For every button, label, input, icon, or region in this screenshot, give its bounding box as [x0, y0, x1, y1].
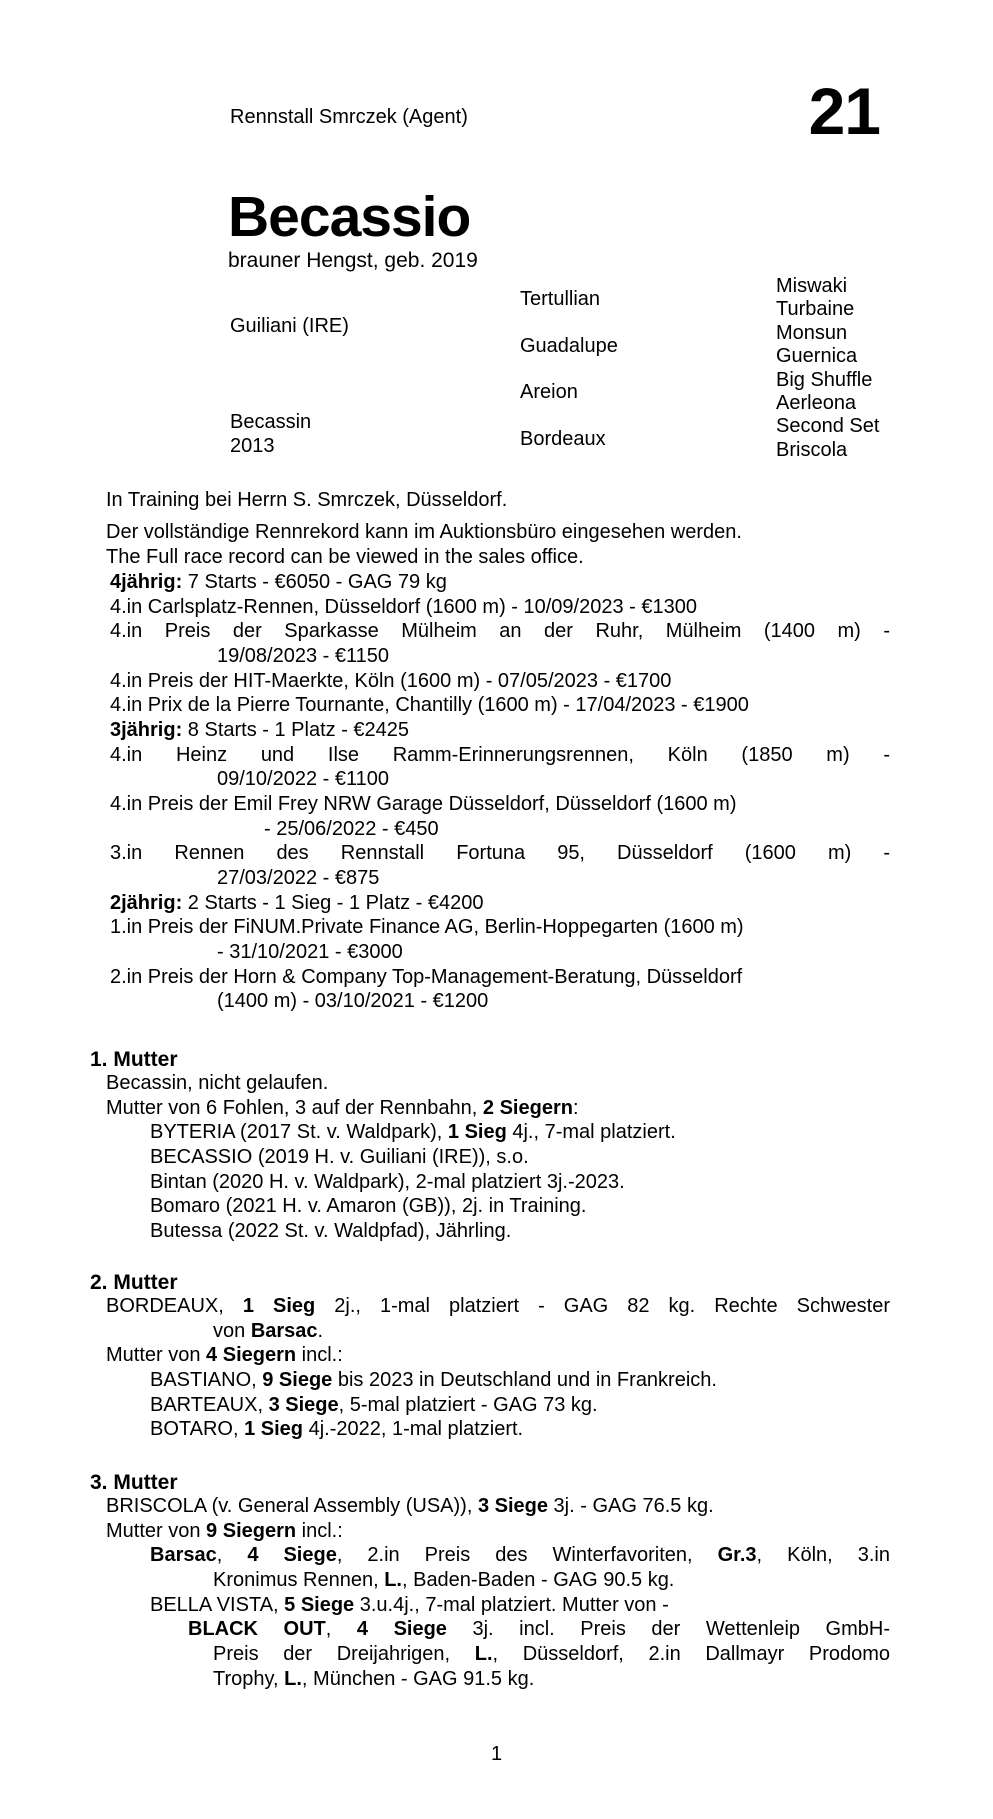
pedigree-gen2-sire-sire: Tertullian	[520, 288, 601, 310]
pedigree-gen3-column	[776, 275, 879, 462]
horse-description: brauner Hengst, geb. 2019	[228, 249, 478, 272]
text-line: 2jährig: 2 Starts - 1 Sieg - 1 Platz - €4200	[110, 891, 484, 914]
pedigree-gen3-entry: Miswaki	[776, 275, 848, 297]
pedigree-gen3-entry: Aerleona	[776, 392, 857, 415]
section-heading-mutter-3: 3. Mutter	[90, 1471, 178, 1494]
text-line: (1400 m) - 03/10/2021 - €1200	[217, 990, 489, 1013]
text-line: 4.in Heinz und Ilse Ramm-Erinnerungsrennen, Köln (1850 m) -	[110, 743, 890, 766]
text-line: 4.in Prix de la Pierre Tournante, Chantilly (1600 m) - 17/04/2023 - €1900	[110, 694, 749, 717]
consignor-name: Rennstall Smrczek (Agent)	[230, 106, 468, 128]
pedigree-gen3-entry: Guernica	[776, 345, 858, 368]
section-mutter-1	[90, 1048, 890, 1244]
text-line: 4.in Preis der Sparkasse Mülheim an der Ruhr, Mülheim (1400 m) -	[110, 620, 890, 643]
mutter-2-lines	[90, 1294, 890, 1442]
text-line: 3jährig: 8 Starts - 1 Platz - €2425	[110, 718, 410, 741]
pedigree-gen2-dam-dam: Bordeaux	[520, 428, 606, 450]
text-line: 09/10/2022 - €1100	[217, 768, 390, 791]
text-line: Mutter von 4 Siegern incl.:	[106, 1344, 343, 1367]
text-line: BRISCOLA (v. General Assembly (USA)), 3 Siege 3j. - GAG 76.5 kg.	[106, 1495, 714, 1517]
training-note: In Training bei Herrn S. Smrczek, Düsseldorf.	[106, 489, 508, 511]
text-line: Becassin, nicht gelaufen.	[106, 1072, 329, 1094]
pedigree-dam-year: 2013	[230, 435, 275, 457]
pedigree-gen2-dam-sire: Areion	[520, 381, 578, 403]
text-line: Mutter von 9 Siegern incl.:	[106, 1519, 343, 1542]
text-line: Butessa (2022 St. v. Waldpfad), Jährling.	[150, 1219, 512, 1242]
text-line: 3.in Rennen des Rennstall Fortuna 95, Düsseldorf (1600 m) -	[110, 842, 890, 865]
text-line: - 25/06/2022 - €450	[264, 817, 439, 840]
text-line: von Barsac.	[213, 1319, 324, 1342]
mutter-1-lines	[90, 1071, 890, 1244]
lot-number: 21	[808, 74, 880, 148]
text-line: - 31/10/2021 - €3000	[217, 940, 403, 963]
text-line: 1.in Preis der FiNUM.Private Finance AG, Berlin-Hoppegarten (1600 m)	[110, 916, 744, 939]
text-line: BORDEAUX, 1 Sieg 2j., 1-mal platziert - GAG 82 kg. Rechte Schwester	[106, 1295, 890, 1317]
text-line: 4jährig: 7 Starts - €6050 - GAG 79 kg	[110, 571, 447, 593]
text-line: Mutter von 6 Fohlen, 3 auf der Rennbahn, 2 Siegern:	[106, 1096, 579, 1119]
section-heading-mutter-2: 2. Mutter	[90, 1271, 178, 1294]
record-notice	[90, 520, 890, 569]
text-line: BECASSIO (2019 H. v. Guiliani (IRE)), s.o.	[150, 1145, 529, 1168]
record-notice-en: The Full race record can be viewed in the sales office.	[106, 545, 584, 568]
text-line: Bomaro (2021 H. v. Amaron (GB)), 2j. in Training.	[150, 1195, 587, 1218]
text-line: BYTERIA (2017 St. v. Waldpark), 1 Sieg 4j., 7-mal platziert.	[150, 1121, 676, 1144]
pedigree-gen3-entry: Monsun	[776, 321, 848, 344]
text-line: 19/08/2023 - €1150	[217, 644, 390, 667]
pedigree-gen3-entry: Turbaine	[776, 298, 855, 321]
text-line: Kronimus Rennen, L., Baden-Baden - GAG 90.5 kg.	[213, 1568, 675, 1591]
text-line: BASTIANO, 9 Siege bis 2023 in Deutschland und in Frankreich.	[150, 1368, 717, 1391]
section-heading-mutter-1: 1. Mutter	[90, 1048, 178, 1071]
mutter-3-lines	[90, 1494, 890, 1691]
text-line: BLACK OUT, 4 Siege 3j. incl. Preis der Wettenleip GmbH-	[188, 1618, 891, 1641]
text-line: 4.in Carlsplatz-Rennen, Düsseldorf (1600 m) - 10/09/2023 - €1300	[110, 595, 697, 618]
text-line: BARTEAUX, 3 Siege, 5-mal platziert - GAG 73 kg.	[150, 1393, 598, 1416]
pedigree-sire: Guiliani (IRE)	[230, 315, 349, 337]
pedigree-dam	[230, 410, 311, 458]
page-number: 1	[490, 1743, 503, 1765]
text-line: 4.in Preis der Emil Frey NRW Garage Düsseldorf, Düsseldorf (1600 m)	[110, 792, 737, 815]
pedigree-gen3-entry: Second Set	[776, 415, 880, 438]
pedigree-dam-name: Becassin	[230, 411, 312, 433]
horse-name: Becassio	[228, 185, 471, 249]
race-record	[90, 570, 890, 1014]
text-line: 2.in Preis der Horn & Company Top-Management-Beratung, Düsseldorf	[110, 965, 743, 988]
record-notice-de: Der vollständige Rennrekord kann im Auktionsbüro eingesehen werden.	[106, 521, 742, 543]
text-line: Trophy, L., München - GAG 91.5 kg.	[213, 1667, 535, 1690]
text-line: BELLA VISTA, 5 Siege 3.u.4j., 7-mal platziert. Mutter von -	[150, 1593, 669, 1616]
text-line: 4.in Preis der HIT-Maerkte, Köln (1600 m) - 07/05/2023 - €1700	[110, 669, 672, 692]
section-mutter-2	[90, 1271, 890, 1442]
text-line: Barsac, 4 Siege, 2.in Preis des Winterfavoriten, Gr.3, Köln, 3.in	[150, 1544, 890, 1567]
section-mutter-3	[90, 1471, 890, 1691]
text-line: 27/03/2022 - €875	[217, 866, 380, 889]
text-line: BOTARO, 1 Sieg 4j.-2022, 1-mal platziert.	[150, 1418, 524, 1441]
pedigree-gen3-entry: Big Shuffle	[776, 368, 873, 391]
text-line: Bintan (2020 H. v. Waldpark), 2-mal platziert 3j.-2023.	[150, 1170, 625, 1193]
pedigree-gen3-entry: Briscola	[776, 438, 848, 461]
text-line: Preis der Dreijahrigen, L., Düsseldorf, 2.in Dallmayr Prodomo	[213, 1642, 891, 1665]
pedigree-gen2-sire-dam: Guadalupe	[520, 335, 618, 357]
